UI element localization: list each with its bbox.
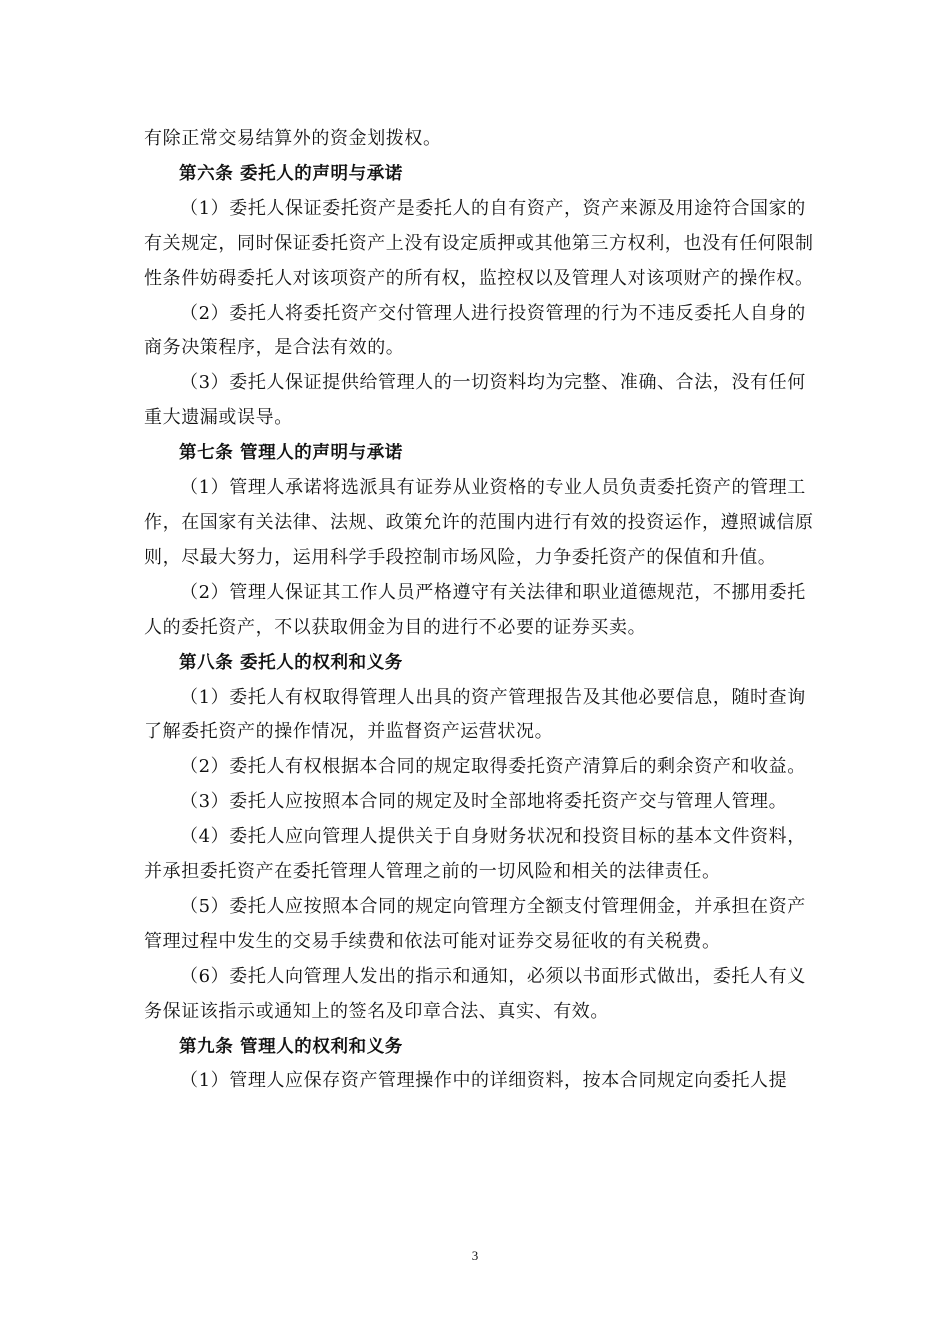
clause-paragraph: （5）委托人应按照本合同的规定向管理方全额支付管理佣金，并承担在资产管理过程中发生的交易手续费和依法可能对证券交易征收的有关税费。 bbox=[144, 895, 806, 952]
clause-paragraph: （3）委托人保证提供给管理人的一切资料均为完整、准确、合法，没有任何重大遗漏或误导。 bbox=[144, 372, 806, 429]
clause-paragraph: （2）委托人有权根据本合同的规定取得委托资产清算后的剩余资产和收益。 bbox=[180, 756, 806, 778]
article-heading: 第八条 委托人的权利和义务 bbox=[179, 652, 403, 673]
article-heading: 第七条 管理人的声明与承诺 bbox=[179, 443, 403, 464]
clause-paragraph: （4）委托人应向管理人提供关于自身财务状况和投资目标的基本文件资料，并承担委托资产在委托管理人管理之前的一切风险和相关的法律责任。 bbox=[144, 826, 806, 883]
clause-paragraph: （3）委托人应按照本合同的规定及时全部地将委托资产交与管理人管理。 bbox=[180, 791, 788, 813]
clause-paragraph: （2）委托人将委托资产交付管理人进行投资管理的行为不违反委托人自身的商务决策程序，是合法有效的。 bbox=[144, 302, 806, 359]
clause-paragraph: （1）委托人有权取得管理人出具的资产管理报告及其他必要信息，随时查询了解委托资产的操作情况，并监督资产运营状况。 bbox=[144, 686, 806, 743]
clause-paragraph: （1）管理人承诺将选派具有证券从业资格的专业人员负责委托资产的管理工作，在国家有关法律、法规、政策允许的范围内进行有效的投资运作，遵照诚信原则，尽最大努力，运用科学手段控制市场风险，力争委托资产的保值和升值。 bbox=[144, 477, 814, 568]
page-number: 3 bbox=[471, 1248, 479, 1263]
clause-paragraph: （1）管理人应保存资产管理操作中的详细资料，按本合同规定向委托人提 bbox=[180, 1070, 788, 1092]
clause-paragraph: （6）委托人向管理人发出的指示和通知，必须以书面形式做出，委托人有义务保证该指示或通知上的签名及印章合法、真实、有效。 bbox=[144, 965, 806, 1022]
article-heading: 第六条 委托人的声明与承诺 bbox=[179, 163, 403, 184]
article-heading: 第九条 管理人的权利和义务 bbox=[179, 1036, 403, 1057]
clause-paragraph: （1）委托人保证委托资产是委托人的自有资产，资产来源及用途符合国家的有关规定，同时保证委托资产上没有设定质押或其他第三方权利，也没有任何限制性条件妨碍委托人对该项资产的所有权，监控权以及管理人对该项财产的操作权。 bbox=[144, 197, 814, 289]
clause-paragraph: （2）管理人保证其工作人员严格遵守有关法律和职业道德规范，不挪用委托人的委托资产，不以获取佣金为目的进行不必要的证券买卖。 bbox=[144, 581, 806, 638]
continuation-paragraph: 有除正常交易结算外的资金划拨权。 bbox=[144, 128, 442, 149]
document-body bbox=[144, 122, 814, 1099]
